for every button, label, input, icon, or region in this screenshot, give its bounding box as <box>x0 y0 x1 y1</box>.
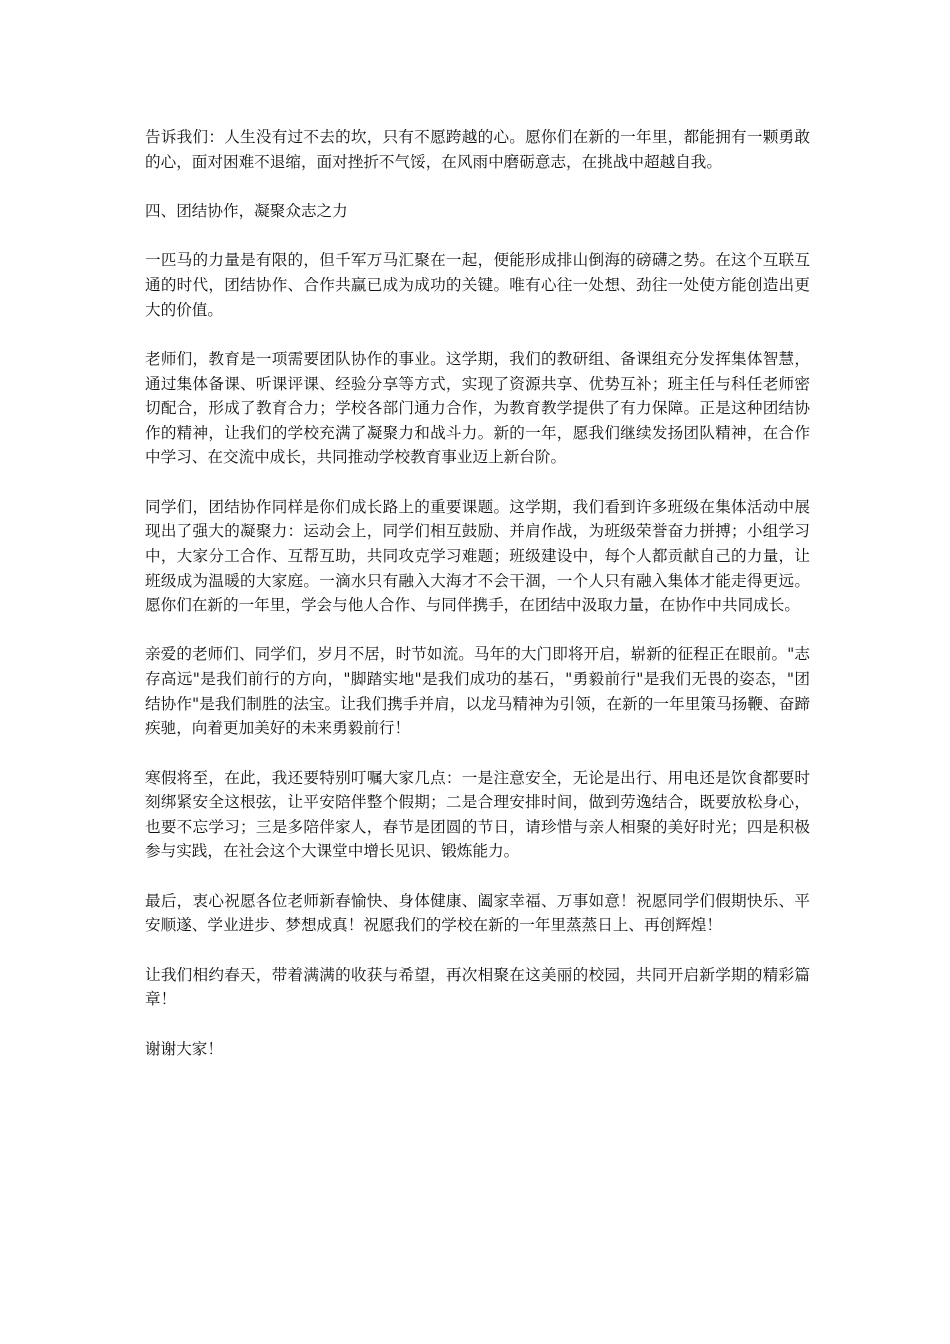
paragraph-thanks: 谢谢大家！ <box>145 1039 223 1058</box>
paragraph-final-wishes: 最后，衷心祝愿各位老师新春愉快、身体健康、阖家幸福、万事如意！祝愿同学们假期快乐、平安顺遂、学业进步、梦想成真！祝愿我们的学校在新的一年里蒸蒸日上、再创辉煌！ <box>145 891 810 935</box>
paragraph-spring-reunion: 让我们相约春天，带着满满的收获与希望，再次相聚在这美丽的校园，共同开启新学期的精彩篇章！ <box>145 965 810 1009</box>
paragraph-new-year-outlook: 亲爱的老师们、同学们，岁月不居，时节如流。马年的大门即将开启，崭新的征程正在眼前。"志存高远"是我们前行的方向，"脚踏实地"是我们成功的基石，"勇毅前行"是我们无畏的姿态，"团结协作"是我们制胜的法宝。让我们携手并肩，以龙马精神为引领，在新的一年里策马扬鞭、奋蹄疾驰，向着更加美好的未来勇毅前行！ <box>145 645 810 738</box>
section-heading-unity: 四、团结协作，凝聚众志之力 <box>145 201 348 220</box>
paragraph-unity-intro: 一匹马的力量是有限的，但千军万马汇聚在一起，便能形成排山倒海的磅礴之势。在这个互联互通的时代，团结协作、合作共赢已成为成功的关键。唯有心往一处想、劲往一处使方能创造出更大的价值。 <box>145 251 810 319</box>
document-body <box>145 125 810 1086</box>
paragraph-courage-closing: 告诉我们：人生没有过不去的坎，只有不愿跨越的心。愿你们在新的一年里，都能拥有一颗勇敢的心，面对困难不退缩，面对挫折不气馁，在风雨中磨砺意志，在挑战中超越自我。 <box>145 128 810 171</box>
paragraph-winter-break-reminders: 寒假将至，在此，我还要特别叮嘱大家几点：一是注意安全，无论是出行、用电还是饮食都要时刻绑紧安全这根弦，让平安陪伴整个假期；二是合理安排时间，做到劳逸结合，既要放松身心，也要不忘学习；三是多陪伴家人，春节是团圆的节日，请珍惜与亲人相聚的美好时光；四是积极参与实践，在社会这个大课堂中增长见识、锻炼能力。 <box>145 768 810 861</box>
paragraph-teachers-teamwork: 老师们，教育是一项需要团队协作的事业。这学期，我们的教研组、备课组充分发挥集体智慧，通过集体备课、听课评课、经验分享等方式，实现了资源共享、优势互补；班主任与科任老师密切配合，形成了教育合力；学校各部门通力合作，为教育教学提供了有力保障。正是这种团结协作的精神，让我们的学校充满了凝聚力和战斗力。新的一年，愿我们继续发扬团队精神，在合作中学习、在交流中成长，共同推动学校教育事业迈上新台阶。 <box>145 349 810 467</box>
paragraph-students-teamwork: 同学们，团结协作同样是你们成长路上的重要课题。这学期，我们看到许多班级在集体活动中展现出了强大的凝聚力：运动会上，同学们相互鼓励、并肩作战，为班级荣誉奋力拼搏；小组学习中，大家分工合作、互帮互助，共同攻克学习难题；班级建设中，每个人都贡献自己的力量，让班级成为温暖的大家庭。一滴水只有融入大海才不会干涸，一个人只有融入集体才能走得更远。愿你们在新的一年里，学会与他人合作、与同伴携手，在团结中汲取力量，在协作中共同成长。 <box>145 497 810 615</box>
